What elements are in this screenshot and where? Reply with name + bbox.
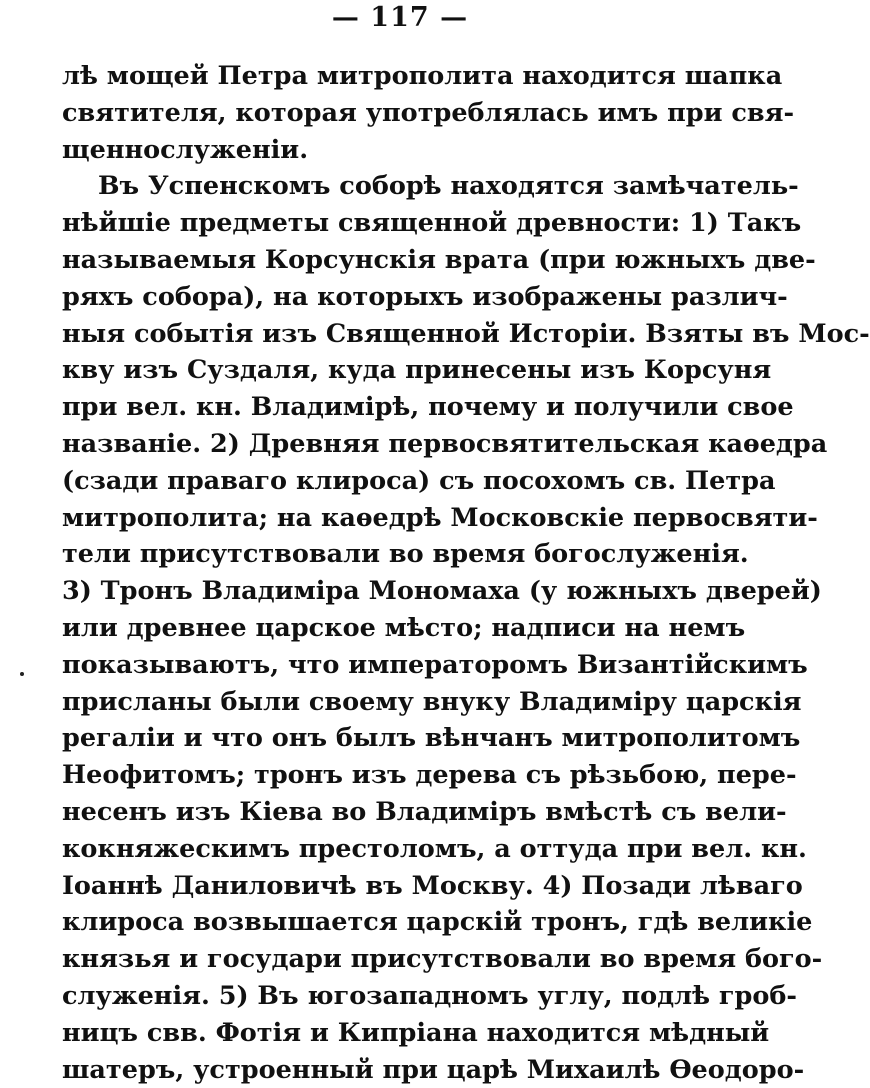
- stray-ink-dot: [20, 672, 24, 676]
- body-text: [62, 58, 870, 1088]
- text-line: тели присутствовали во время богослуженія.: [62, 539, 749, 570]
- text-line: ныя событія изъ Священной Исторіи. Взяты въ Мос-: [62, 318, 870, 349]
- text-line: Въ Успенскомъ соборѣ находятся замѣчатель-: [98, 171, 799, 202]
- text-line: служенія. 5) Въ югозападномъ углу, подлѣ гроб-: [62, 980, 797, 1011]
- text-line: митрополита; на каѳедрѣ Московскіе первосвяти-: [62, 502, 818, 533]
- text-line: названіе. 2) Древняя первосвятительская каѳедра: [62, 428, 828, 459]
- text-line: при вел. кн. Владимірѣ, почему и получили свое: [62, 392, 794, 423]
- text-line: Іоаннѣ Даниловичѣ въ Москву. 4) Позади лѣваго: [62, 870, 803, 901]
- text-line: Неофитомъ; тронъ изъ дерева съ рѣзьбою, пере-: [62, 760, 797, 791]
- page-number: — 117 —: [331, 2, 469, 33]
- text-line: лѣ мощей Петра митрополита находится шапка: [62, 61, 783, 91]
- text-line: называемыя Корсунскія врата (при южныхъ две-: [62, 244, 816, 275]
- text-line: князья и государи присутствовали во время бого-: [62, 944, 823, 975]
- text-line: клироса возвышается царскій тронъ, гдѣ великіе: [62, 907, 813, 938]
- text-line: присланы были своему внуку Владиміру царскія: [62, 686, 802, 717]
- text-line: регаліи и что онъ былъ вѣнчанъ митрополитомъ: [62, 723, 801, 754]
- text-line: несенъ изъ Кіева во Владиміръ вмѣстѣ съ вели-: [62, 796, 787, 827]
- text-line: кокняжескимъ престоломъ, а оттуда при вел. кн.: [62, 833, 807, 864]
- text-line: (сзади праваго клироса) съ посохомъ св. Петра: [62, 465, 776, 496]
- text-line: шатеръ, устроенный при царѣ Михаилѣ Ѳеодоро-: [62, 1054, 805, 1085]
- text-line: щеннослуженіи.: [62, 134, 309, 165]
- text-line: святителя, которая употреблялась имъ при свя-: [62, 97, 795, 128]
- text-line: 3) Тронъ Владиміра Мономаха (у южныхъ дверей): [62, 576, 822, 607]
- text-line: показываютъ, что императоромъ Византійскимъ: [62, 649, 808, 680]
- text-line: ницъ свв. Фотія и Кипріана находится мѣдный: [62, 1017, 770, 1048]
- text-line: нѣйшіе предметы священной древности: 1) Такъ: [62, 208, 802, 239]
- text-line: ряхъ собора), на которыхъ изображены различ-: [62, 281, 788, 312]
- text-line: кву изъ Суздаля, куда принесены изъ Корсуня: [62, 355, 772, 386]
- text-line: или древнее царское мѣсто; надписи на немъ: [62, 612, 746, 643]
